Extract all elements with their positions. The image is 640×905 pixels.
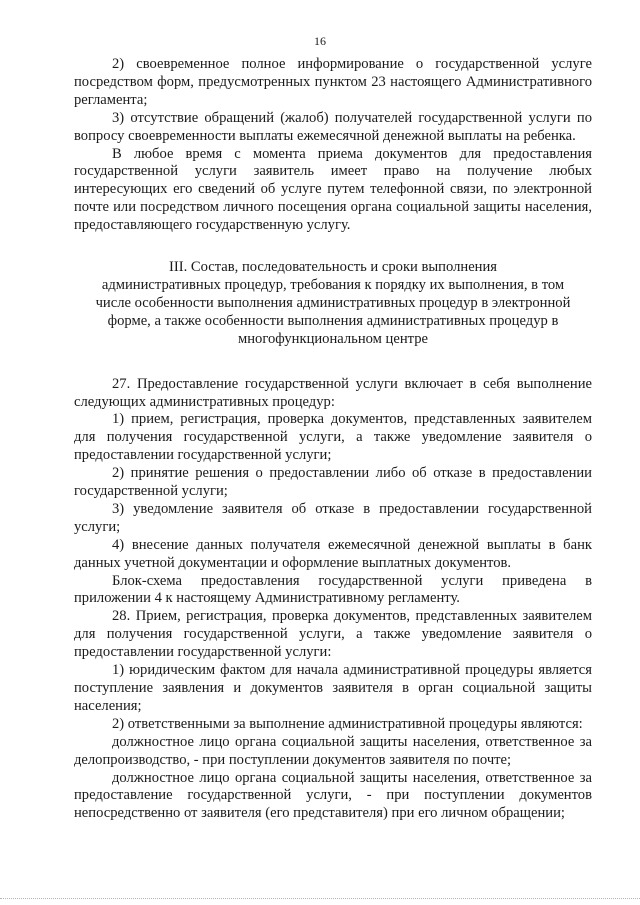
section-heading-line: административных процедур, требования к порядку их выполнения, в том — [101, 276, 565, 293]
paragraph: 28. Прием, регистрация, проверка документов, представленных заявителем для получения государственной услуги, а также уведомление заявителя о предоставлении государственной услуги: — [74, 608, 592, 661]
page-number: 16 — [314, 34, 326, 48]
paragraph: должностное лицо органа социальной защиты населения, ответственное за делопроизводство, - при поступлении документов заявителя по почте; — [74, 733, 592, 768]
document-body — [74, 56, 592, 823]
paragraph: 2) ответственными за выполнение административной процедуры являются: — [112, 715, 583, 732]
paragraph: В любое время с момента приема документов для предоставления государственной услуги заявитель имеет право на получение любых интересующих его сведений об услуге путем телефонной связи, по электронной почте или посредством личного посещения органа социальной защиты населения, предоставляющего государственную услугу. — [74, 145, 592, 234]
paragraph: должностное лицо органа социальной защиты населения, ответственное за предоставление государственной услуги, - при поступлении документов непосредственно от заявителя (его представителя) при его личном обращении; — [74, 769, 592, 822]
section-heading-line: форме, а также особенности выполнения административных процедур в — [107, 312, 559, 329]
section-heading — [74, 259, 592, 349]
section-heading-line: многофункциональном центре — [238, 330, 428, 347]
paragraph: 3) отсутствие обращений (жалоб) получателей государственной услуги по вопросу своевременности выплаты ежемесячной денежной выплаты на ребенка. — [74, 109, 592, 144]
bottom-edge-line — [0, 898, 640, 899]
paragraph: 2) принятие решения о предоставлении либо об отказе в предоставлении государственной услуги; — [74, 465, 592, 500]
paragraph: 1) прием, регистрация, проверка документов, представленных заявителем для получения государственной услуги, а также уведомление заявителя о предоставлении государственной услуги; — [74, 411, 592, 464]
paragraph: 4) внесение данных получателя ежемесячной денежной выплаты в банк данных учетной документации и оформление выплатных документов. — [74, 536, 592, 571]
section-heading-line: III. Состав, последовательность и сроки выполнения — [168, 259, 498, 276]
paragraph: 27. Предоставление государственной услуги включает в себя выполнение следующих административных процедур: — [74, 375, 592, 410]
paragraph: Блок-схема предоставления государственной услуги приведена в приложении 4 к настоящему Административному регламенту. — [74, 572, 592, 607]
section-heading-line: числе особенности выполнения административных процедур в электронной — [95, 294, 571, 311]
paragraph: 1) юридическим фактом для начала административной процедуры является поступление заявления и документов заявителя в орган социальной защиты населения; — [74, 662, 592, 714]
paragraph: 3) уведомление заявителя об отказе в предоставлении государственной услуги; — [74, 500, 592, 535]
paragraph: 2) своевременное полное информирование о государственной услуге посредством форм, предусмотренных пунктом 23 настоящего Административного регламента; — [74, 56, 592, 108]
